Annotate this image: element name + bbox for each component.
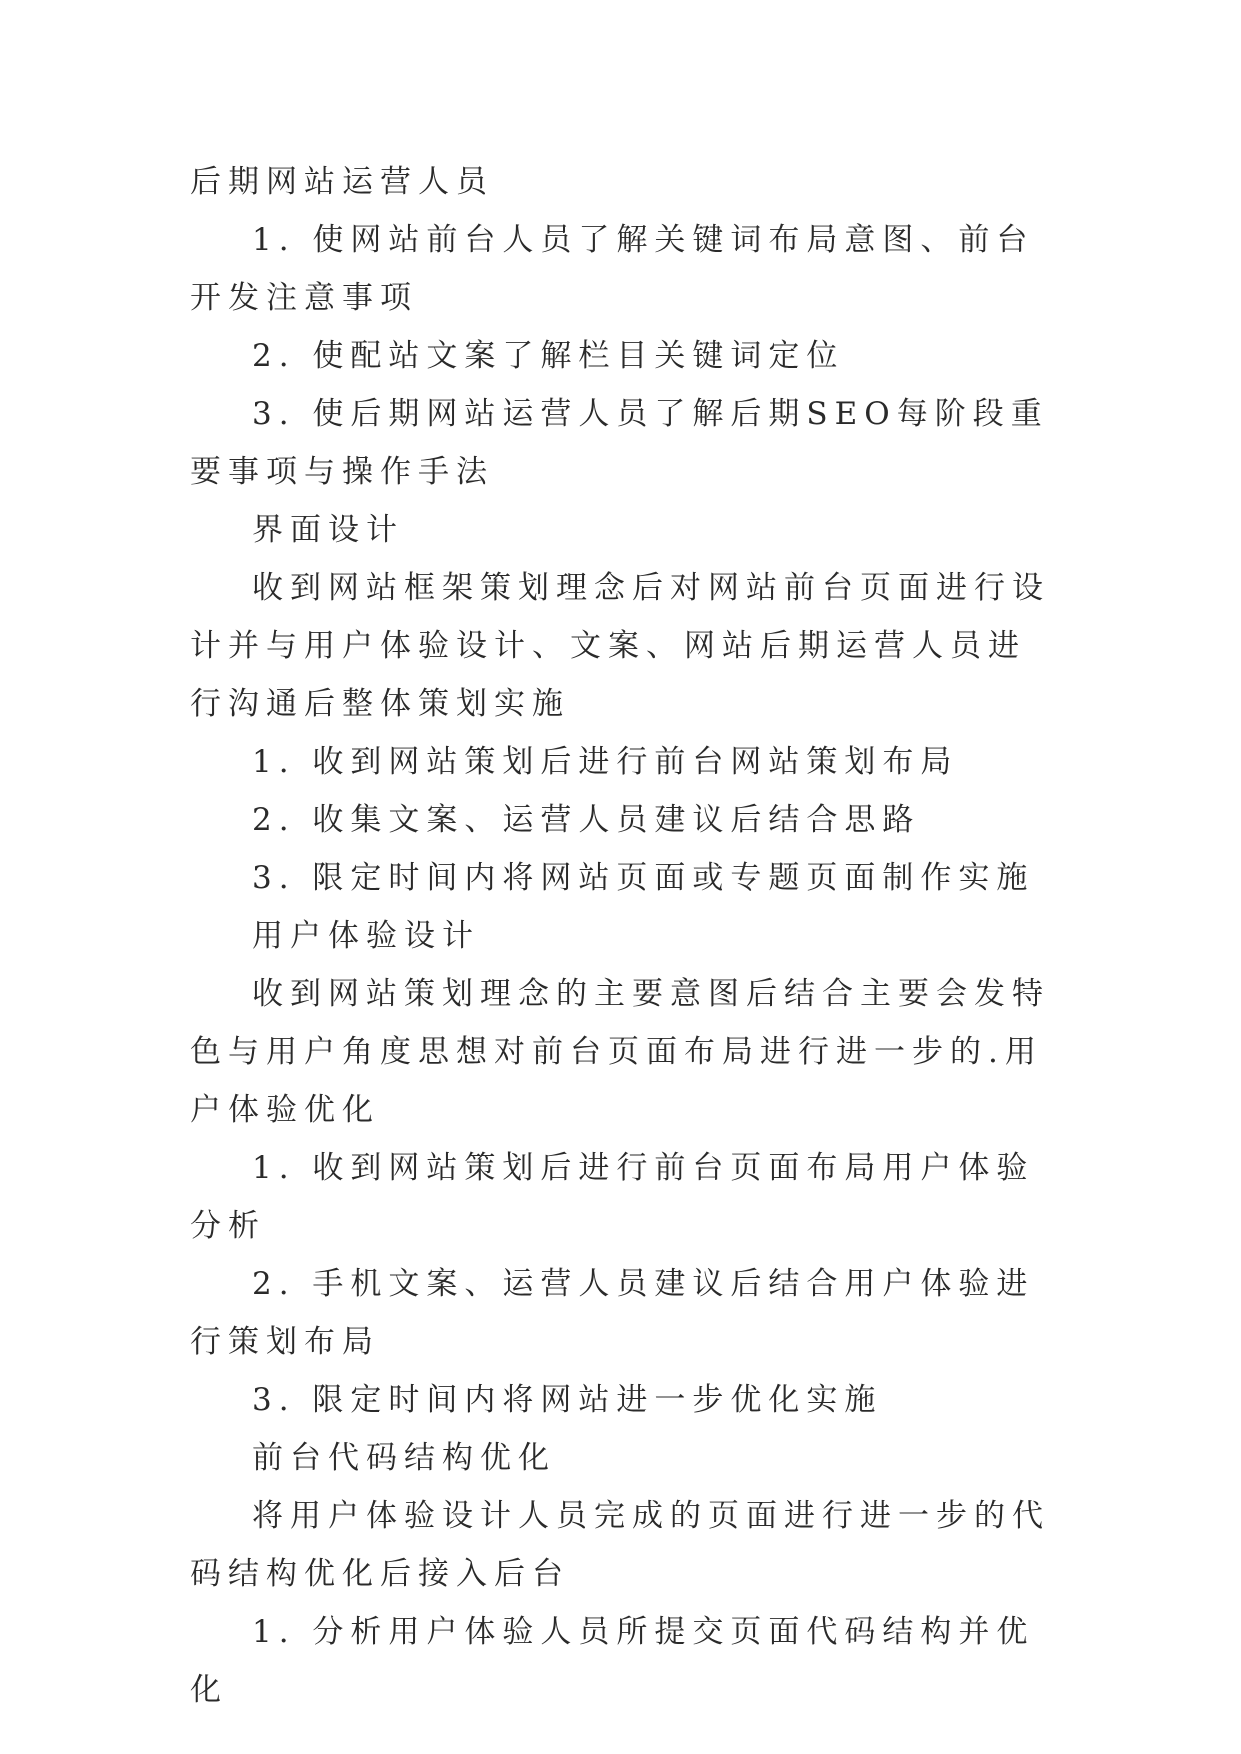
paragraph: 收到网站策划理念的主要意图后结合主要会发特色与用户角度思想对前台页面布局进行进一步的.用户体验优化 [190,976,1050,1128]
list-item: 1. 收到网站策划后进行前台页面布局用户体验分析 [190,1150,1035,1244]
list-item: 1. 收到网站策划后进行前台网站策划布局 [252,744,959,780]
list-item: 1. 使网站前台人员了解关键词布局意图、前台开发注意事项 [190,222,1035,316]
section-heading: 界面设计 [252,512,404,548]
paragraph: 将用户体验设计人员完成的页面进行进一步的代码结构优化后接入后台 [190,1498,1050,1592]
list-item: 3. 限定时间内将网站页面或专题页面制作实施 [252,860,1035,896]
paragraph: 后期网站运营人员 [190,164,494,200]
section-heading: 前台代码结构优化 [252,1440,556,1476]
list-item: 2. 手机文案、运营人员建议后结合用户体验进行策划布局 [190,1266,1035,1360]
list-item: 2. 使配站文案了解栏目关键词定位 [252,338,845,374]
list-item: 3. 限定时间内将网站进一步优化实施 [252,1382,883,1418]
paragraph: 收到网站框架策划理念后对网站前台页面进行设计并与用户体验设计、文案、网站后期运营人员进行沟通后整体策划实施 [190,570,1050,722]
document-page [190,153,1058,1719]
section-heading: 用户体验设计 [252,918,480,954]
list-item: 2. 收集文案、运营人员建议后结合思路 [252,802,921,838]
list-item: 3. 使后期网站运营人员了解后期SEO每阶段重要事项与操作手法 [190,396,1049,490]
list-item: 1. 分析用户体验人员所提交页面代码结构并优化 [190,1614,1035,1708]
